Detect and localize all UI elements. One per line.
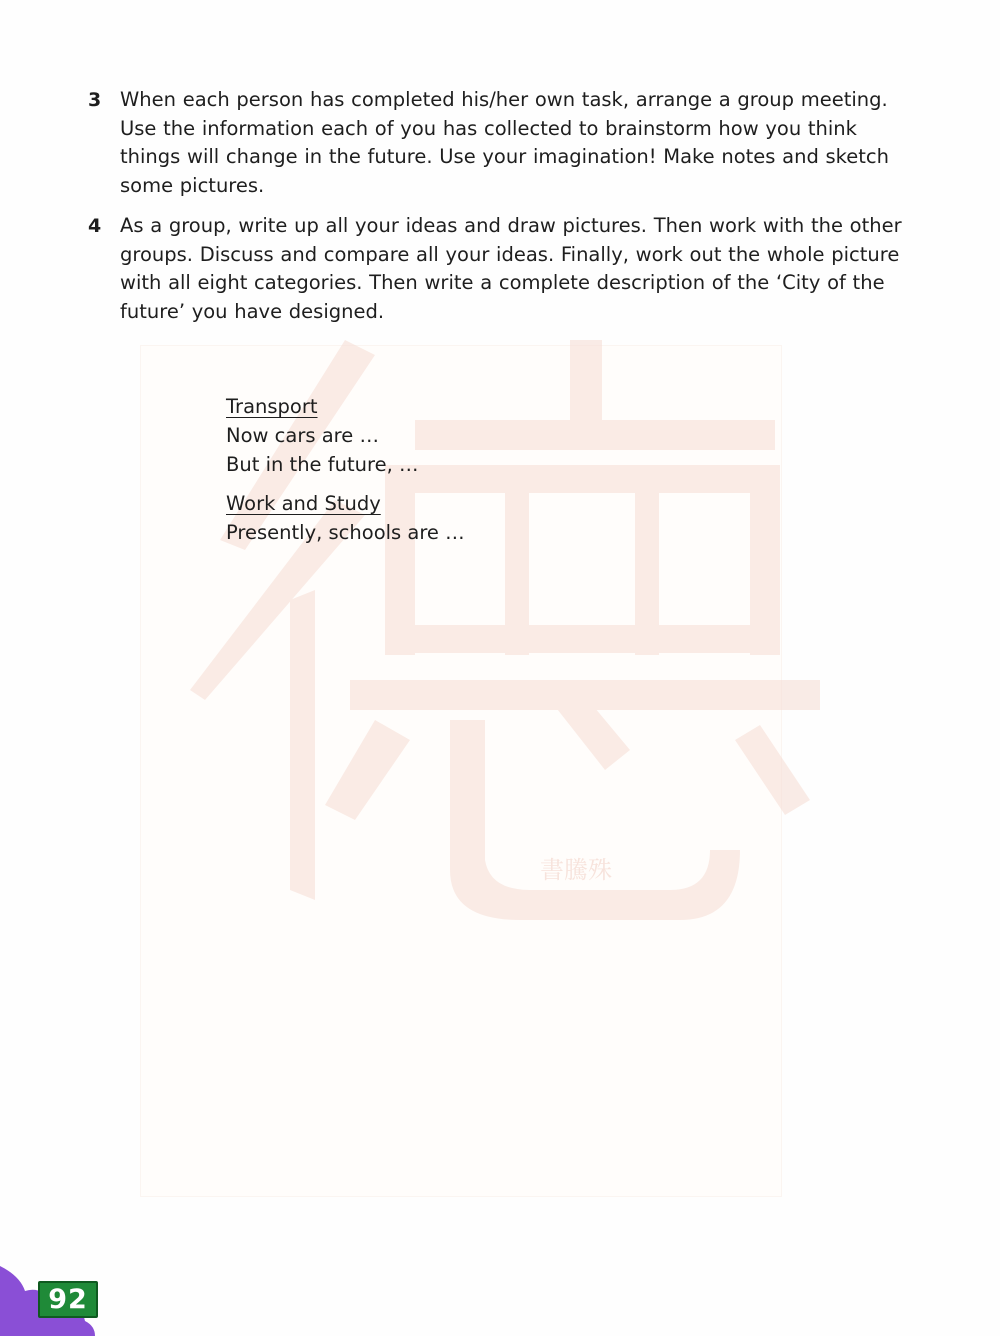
instruction-number: 3: [88, 89, 102, 111]
instruction-number: 4: [88, 215, 102, 237]
instruction-text: As a group, write up all your ideas and draw pictures. Then work with the other groups. Discuss and compare all your ideas. Finally, work out the whole picture with all eight categories. Then write a complete description of the ‘City of the future’ you have designed.: [120, 214, 902, 323]
instruction-4: [88, 212, 918, 326]
instruction-3: [88, 86, 918, 200]
seal-text: 書騰殊: [540, 856, 612, 884]
example-line: But in the future, …: [226, 453, 419, 476]
example-line: Now cars are …: [226, 424, 379, 447]
section-heading-work-and-study: Work and Study: [226, 492, 381, 515]
example-notes: [226, 392, 465, 547]
example-line: Presently, schools are …: [226, 521, 465, 544]
instruction-text: When each person has completed his/her own task, arrange a group meeting. Use the information each of you has collected to brainstorm how you think things will change in the future. Use your imagination! Make notes and sketch some pictures.: [120, 88, 889, 197]
page-number: 92: [38, 1281, 98, 1318]
section-heading-transport: Transport: [226, 395, 318, 418]
